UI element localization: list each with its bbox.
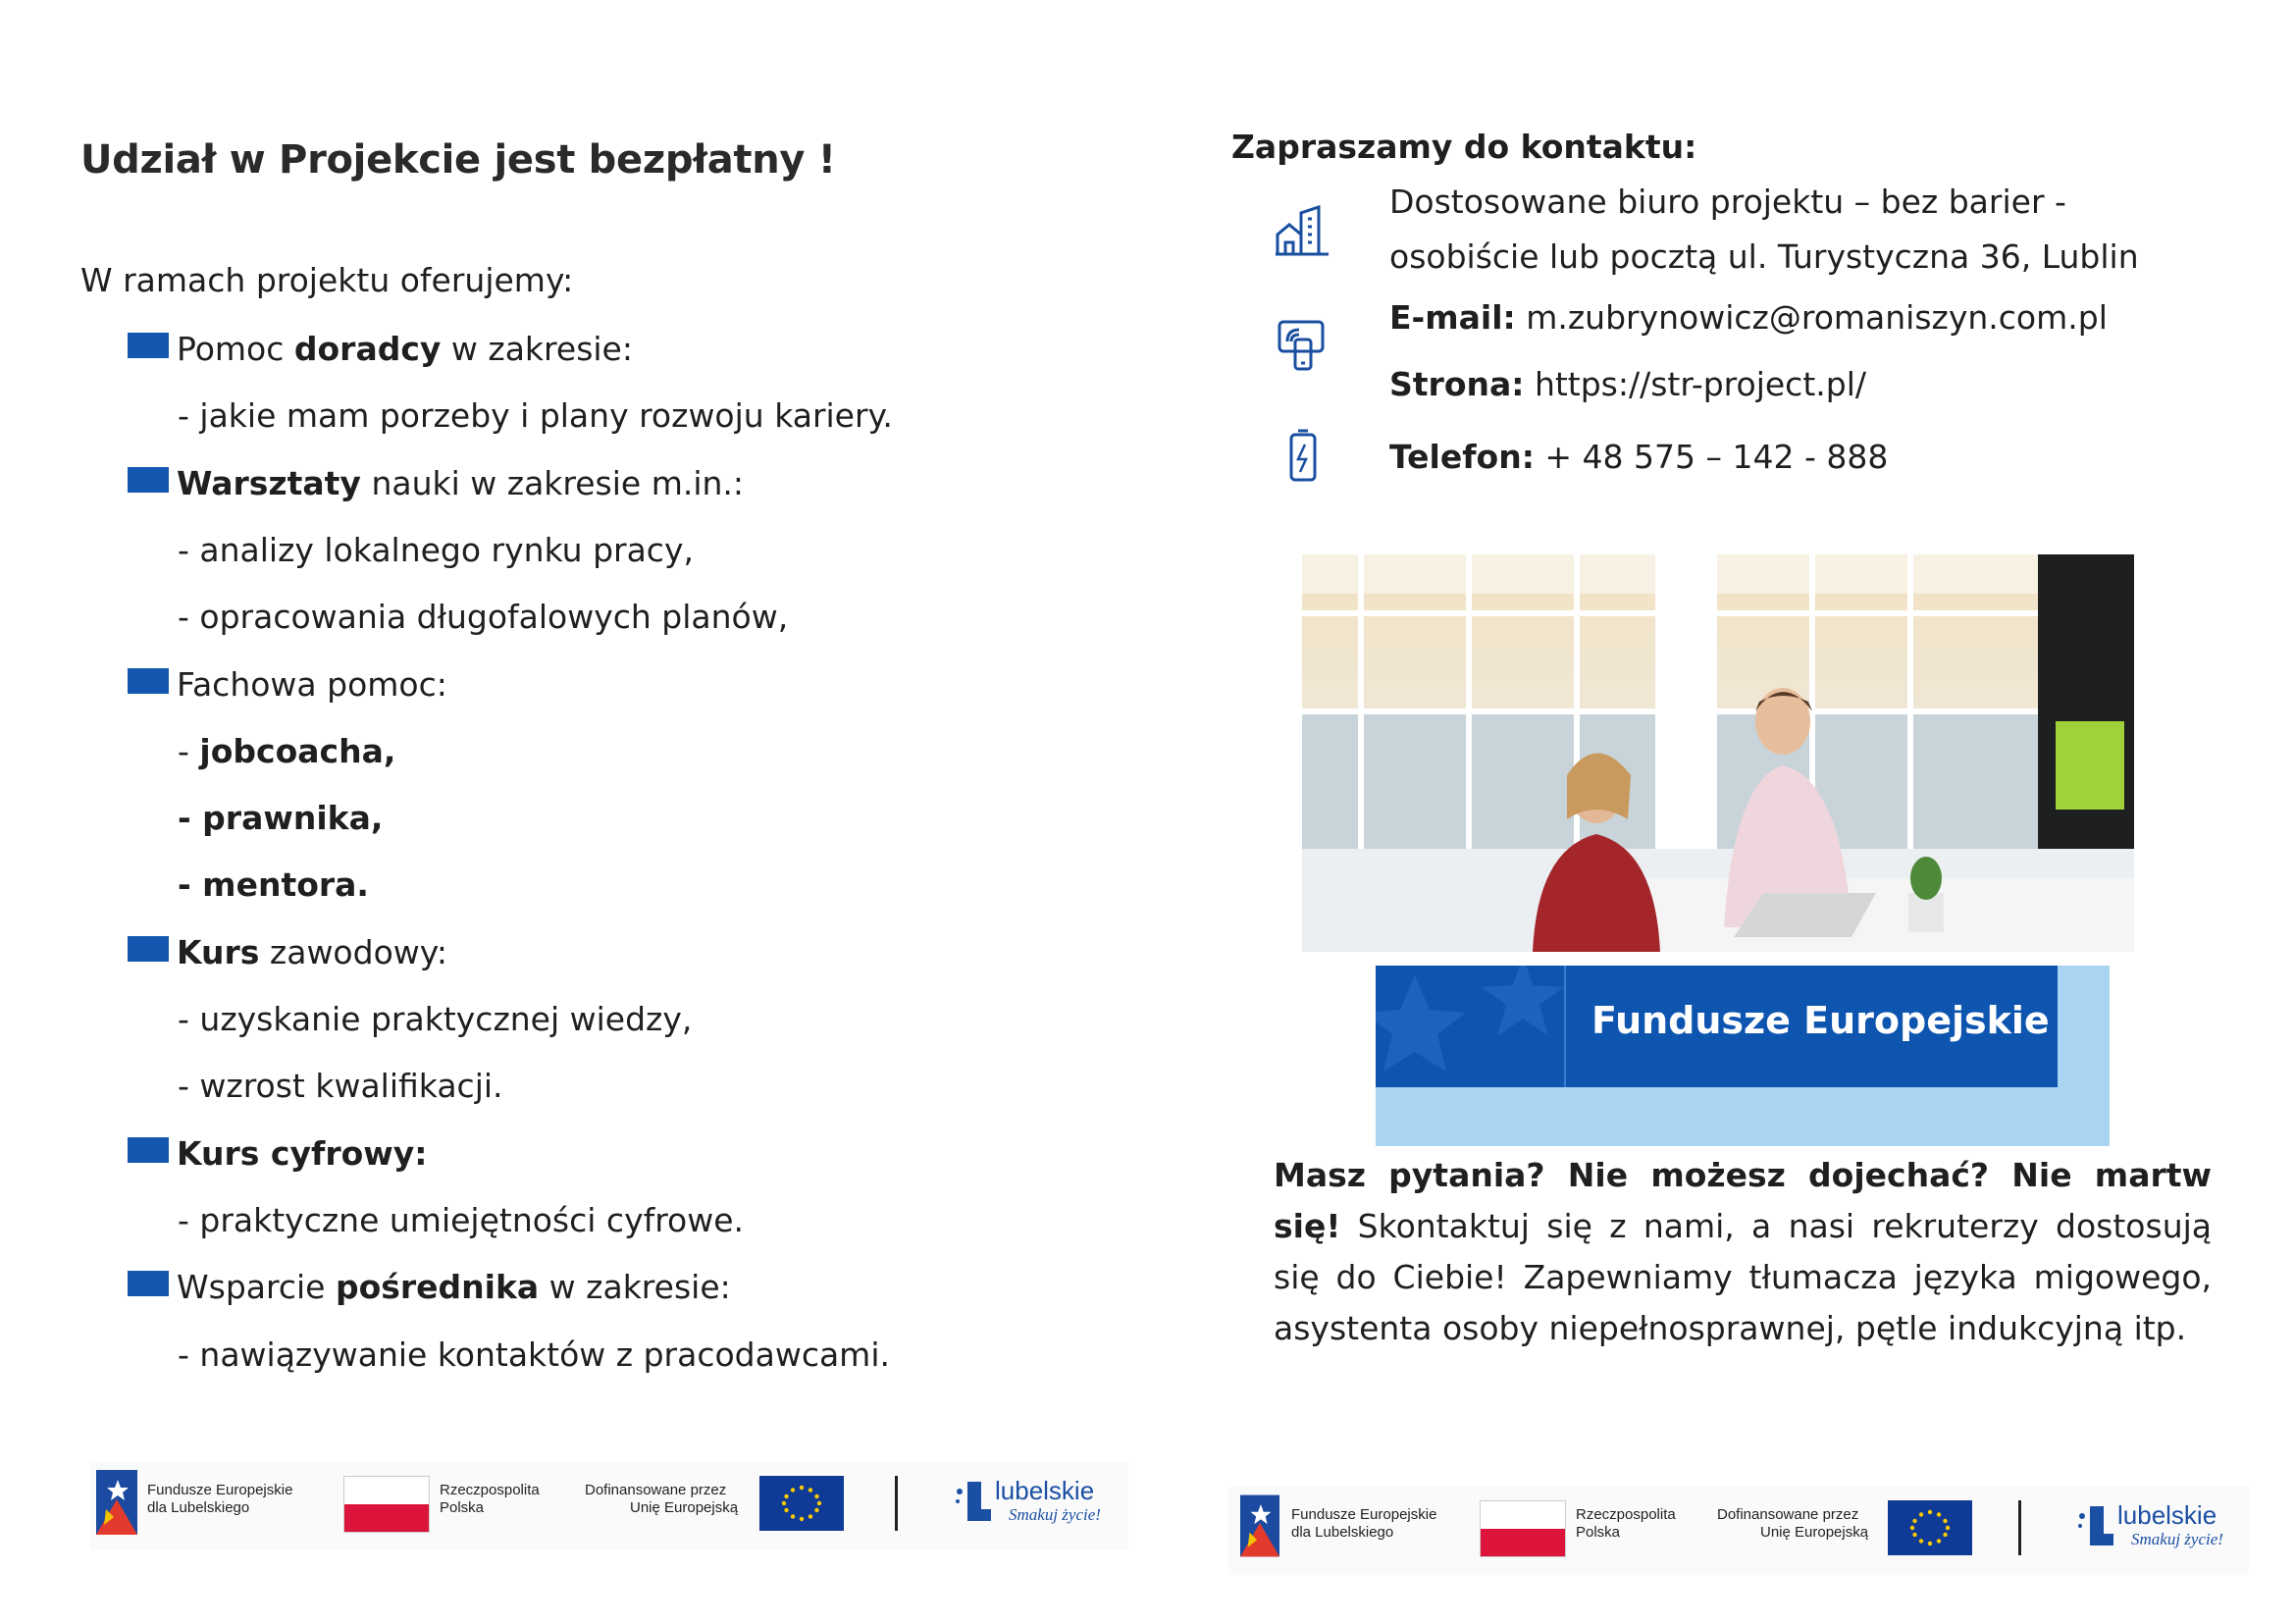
offer-subitem: - analizy lokalnego rynku pracy, — [178, 531, 694, 569]
polish-flag-icon — [343, 1476, 430, 1533]
offer-subitem-bold: - prawnika, — [178, 799, 384, 837]
mobile-touch-icon — [1274, 316, 1332, 375]
offer-subitem: - opracowania długofalowych planów, — [178, 598, 789, 636]
phone-line[interactable] — [1389, 438, 1888, 476]
website-line[interactable] — [1389, 365, 1866, 403]
bullet-square-icon — [128, 333, 169, 358]
lubelskie-name: lubelskie — [995, 1476, 1095, 1505]
offer-subitem-dash: - — [178, 732, 200, 770]
offer-subitem: - uzyskanie praktycznej wiedzy, — [178, 1000, 693, 1038]
logo-separator-2 — [2018, 1500, 2021, 1555]
questions-paragraph — [1274, 1150, 2212, 1354]
email-value[interactable]: m.zubrynowicz@romaniszyn.com.pl — [1515, 298, 2108, 337]
offer-item — [128, 462, 744, 505]
bullet-square-icon — [128, 1271, 169, 1296]
fe-logo-line1-2: Fundusze Europejskie — [1291, 1506, 1437, 1523]
polish-flag-icon-2 — [1480, 1500, 1566, 1557]
offer-subitem: - praktyczne umiejętności cyfrowe. — [178, 1201, 745, 1239]
questions-text: Skontaktuj się z nami, a nasi rekruterzy dostosują się do Ciebie! Zapewniamy tłumacza języka migowego, asystenta osoby niepełnosprawnej, pętle indukcyjną itp. — [1274, 1207, 2212, 1347]
offer-item — [128, 931, 447, 974]
offer-item-bold: pośrednika — [335, 1268, 540, 1306]
rp-logo-line2: Polska — [440, 1499, 485, 1516]
offer-item-bold: Kurs cyfrowy: — [177, 1134, 428, 1173]
phone-label: Telefon: — [1389, 438, 1535, 476]
eu-funds-banner-text: Fundusze Europejskie — [1591, 999, 2050, 1042]
rp-logo-line2-2: Polska — [1576, 1524, 1621, 1541]
offer-item — [128, 663, 447, 707]
footer-logos-right — [1228, 1487, 2249, 1575]
lubelskie-slogan-2: Smakuj życie! — [2131, 1530, 2223, 1548]
eu-logo-line2-2: Unię Europejską — [1760, 1524, 1869, 1541]
offer-item-bold: Kurs — [177, 933, 260, 971]
lubelskie-logo-icon-2 — [2076, 1504, 2115, 1547]
email-line[interactable] — [1389, 298, 2108, 337]
eu-logo-line1-2: Dofinansowane przez — [1717, 1506, 1859, 1523]
offer-item-bold: doradcy — [293, 330, 442, 368]
offer-item-text-after: nauki w zakresie m.in.: — [360, 464, 745, 502]
contact-title: Zapraszamy do kontaktu: — [1231, 128, 1697, 166]
eu-funds-banner-inner — [1376, 966, 2058, 1087]
fe-logo-line2-2: dla Lubelskiego — [1291, 1524, 1394, 1541]
office-address: osobiście lub pocztą ul. Turystyczna 36, Lublin — [1389, 237, 2139, 276]
questions-bold: Masz pytania? Nie możesz dojechać? Nie martw się! — [1274, 1156, 2212, 1245]
website-value[interactable]: https://str-project.pl/ — [1524, 365, 1866, 403]
offer-item — [128, 1266, 731, 1309]
fe-logo-line1: Fundusze Europejskie — [147, 1482, 293, 1498]
offer-item-bold: Warsztaty — [177, 464, 361, 502]
bullet-square-icon — [128, 668, 169, 694]
offer-subitem — [178, 797, 383, 840]
fe-logo-icon-2 — [1240, 1494, 1279, 1557]
office-heading: Dostosowane biuro projektu – bez barier - — [1389, 183, 2066, 221]
offer-subitem: - nawiązywanie kontaktów z pracodawcami. — [178, 1336, 890, 1374]
offer-item-text-after: w zakresie: — [441, 330, 633, 368]
eu-flag-icon-2 — [1888, 1500, 1972, 1555]
website-label: Strona: — [1389, 365, 1525, 403]
offer-item-text: Wsparcie — [177, 1268, 336, 1306]
offer-subitem — [178, 864, 369, 907]
offer-subitem — [178, 730, 395, 773]
building-icon — [1274, 201, 1332, 260]
eu-logo-line2: Unię Europejską — [630, 1499, 739, 1516]
lubelskie-logo-icon — [954, 1480, 993, 1523]
offer-subitem: - wzrost kwalifikacji. — [178, 1067, 503, 1105]
offer-item — [128, 328, 633, 371]
rp-logo-line1-2: Rzeczpospolita — [1576, 1506, 1676, 1523]
office-photo — [1302, 554, 2134, 952]
battery-icon — [1274, 427, 1332, 486]
offer-item — [128, 1132, 427, 1176]
footer-logos-left — [90, 1462, 1128, 1550]
lubelskie-name-2: lubelskie — [2117, 1500, 2217, 1530]
offer-item-text-after: w zakresie: — [539, 1268, 731, 1306]
offer-subitem-bold: - mentora. — [178, 865, 369, 904]
email-label: E-mail: — [1389, 298, 1516, 337]
fe-logo-icon — [96, 1470, 137, 1535]
page-heading: Udział w Projekcie jest bezpłatny ! — [80, 137, 836, 183]
offer-item-text: Pomoc — [177, 330, 294, 368]
offer-subitem-bold: jobcoacha, — [199, 732, 396, 770]
offer-item-text: Fachowa pomoc: — [177, 665, 447, 704]
stars-icon — [1376, 966, 1572, 1087]
fe-logo-line2: dla Lubelskiego — [147, 1499, 250, 1516]
eu-flag-icon — [759, 1476, 844, 1531]
eu-funds-banner — [1376, 966, 2110, 1146]
offer-subitem: - jakie mam porzeby i plany rozwoju kariery. — [178, 396, 893, 435]
bullet-square-icon — [128, 1137, 169, 1163]
rp-logo-line1: Rzeczpospolita — [440, 1482, 540, 1498]
eu-logo-line1: Dofinansowane przez — [585, 1482, 727, 1498]
logo-separator — [895, 1476, 898, 1531]
intro-text: W ramach projektu oferujemy: — [80, 261, 574, 299]
phone-value[interactable]: + 48 575 – 142 - 888 — [1534, 438, 1889, 476]
bullet-square-icon — [128, 936, 169, 962]
lubelskie-slogan: Smakuj życie! — [1009, 1505, 1101, 1524]
bullet-square-icon — [128, 467, 169, 493]
offer-item-text-after: zawodowy: — [259, 933, 447, 971]
